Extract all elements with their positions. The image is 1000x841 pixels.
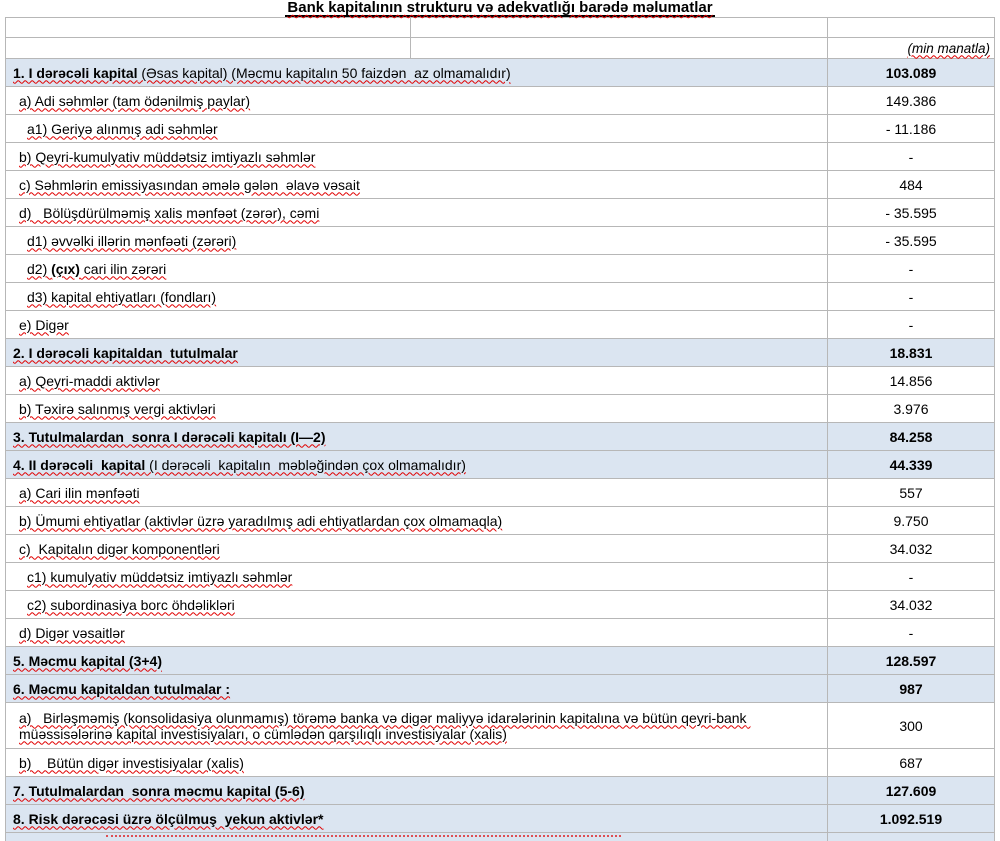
row-label: b) Bütün digər investisiyalar (xalis) — [19, 754, 244, 771]
row-label: c) Kapitalın digər komponentləri — [19, 540, 220, 557]
row-value: 687 — [827, 749, 994, 776]
header-note-row — [6, 38, 994, 59]
row-value: - 35.595 — [827, 227, 994, 254]
row-label: a) Adi səhmlər (tam ödənilmiş paylar) — [19, 92, 251, 109]
row-value: 18.831 — [827, 339, 994, 366]
row-label: d3) kapital ehtiyatları (fondları) — [27, 288, 217, 305]
table-row — [6, 703, 994, 749]
row-label: a) Cari ilin mənfəəti — [19, 484, 140, 501]
row-label: 6. Məcmu kapitaldan tutulmalar : — [13, 680, 231, 697]
header-empty-cell-2 — [410, 18, 827, 37]
row-value: - — [827, 283, 994, 310]
header-note-cell-3 — [827, 38, 994, 58]
report-title-row — [0, 0, 1000, 17]
table-row — [6, 647, 994, 675]
row-label: 7. Tutulmalardan sonra məcmu kapital (5-6) — [13, 782, 305, 799]
capital-table — [5, 17, 995, 841]
row-label: b) Təxirə salınmış vergi aktivləri — [19, 400, 216, 417]
table-row — [6, 507, 994, 535]
row-value: - — [827, 563, 994, 590]
row-value: - 11.186 — [827, 115, 994, 142]
table-row — [6, 115, 994, 143]
table-row — [6, 777, 994, 805]
row-label: a1) Geriyə alınmış adi səhmlər — [27, 120, 218, 137]
table-row — [6, 143, 994, 171]
cutoff-row-value — [827, 833, 994, 841]
header-note-cell-2 — [410, 38, 827, 58]
cutoff-row-label — [6, 833, 827, 841]
table-row — [6, 675, 994, 703]
row-label: c1) kumulyativ müddətsiz imtiyazlı səhmlər — [27, 568, 293, 585]
cutoff-row — [6, 833, 994, 841]
row-label: a) Qeyri-maddi aktivlər — [19, 372, 160, 389]
row-label: d) Bölüşdürülməmiş xalis mənfəət (zərər), cəmi — [19, 204, 320, 221]
row-label: c2) subordinasiya borc öhdəlikləri — [27, 596, 235, 613]
row-value: 3.976 — [827, 395, 994, 422]
row-label: e) Digər — [19, 316, 69, 333]
table-row — [6, 423, 994, 451]
row-value: 484 — [827, 171, 994, 198]
row-value: 1.092.519 — [827, 805, 994, 832]
row-label: c) Səhmlərin emissiyasından əmələ gələn əlavə vəsait — [19, 176, 360, 193]
table-row — [6, 451, 994, 479]
table-row — [6, 367, 994, 395]
row-value: 557 — [827, 479, 994, 506]
row-label: d2) (çıx) cari ilin zərəri — [27, 260, 167, 277]
table-row — [6, 171, 994, 199]
table-row — [6, 479, 994, 507]
row-label: 4. II dərəcəli kapital (I dərəcəli kapitalın məbləğindən çox olmamalıdır) — [13, 456, 466, 473]
table-row — [6, 563, 994, 591]
row-value: 103.089 — [827, 59, 994, 86]
row-value: 34.032 — [827, 591, 994, 618]
report-title-text: Bank kapitalının strukturu və adekvatlığı barədə məlumatlar — [287, 0, 713, 16]
row-value: 128.597 — [827, 647, 994, 674]
row-value: 987 — [827, 675, 994, 702]
table-row — [6, 283, 994, 311]
table-row — [6, 227, 994, 255]
table-row — [6, 339, 994, 367]
table-row — [6, 805, 994, 833]
report-title — [285, 0, 714, 17]
table-row — [6, 311, 994, 339]
table-row — [6, 199, 994, 227]
row-label: 5. Məcmu kapital (3+4) — [13, 652, 163, 669]
row-value: 14.856 — [827, 367, 994, 394]
row-value: - — [827, 311, 994, 338]
header-empty-row — [6, 18, 994, 38]
row-value: 44.339 — [827, 451, 994, 478]
table-row — [6, 255, 994, 283]
row-label: d) Digər vəsaitlər — [19, 624, 125, 641]
table-row — [6, 87, 994, 115]
row-value: - — [827, 143, 994, 170]
table-row — [6, 59, 994, 87]
row-label: 8. Risk dərəcəsi üzrə ölçülmuş yekun aktivlər* — [13, 810, 324, 827]
row-label: d1) əvvəlki illərin mənfəəti (zərəri) — [27, 232, 237, 249]
cutoff-squiggle — [106, 835, 621, 837]
table-row — [6, 395, 994, 423]
row-label: a) Birləşməmiş (konsolidasiya olunmamış) törəmə banka və digər maliyyə idarələrinin kapitalına və bütün qeyri-bank müəssisələrinə kapital investisiyaları, o cümlədən qarşılıqlı investisiyalar (xalis) — [19, 709, 751, 742]
table-row — [6, 749, 994, 777]
row-value: 149.386 — [827, 87, 994, 114]
row-label: b) Qeyri-kumulyativ müddətsiz imtiyazlı səhmlər — [19, 148, 316, 165]
row-value: - — [827, 619, 994, 646]
row-value: - — [827, 255, 994, 282]
row-value: 34.032 — [827, 535, 994, 562]
row-value: 127.609 — [827, 777, 994, 804]
row-label: 3. Tutulmalardan sonra I dərəcəli kapitalı (I—2) — [13, 428, 326, 445]
capital-table-body — [6, 59, 994, 833]
table-row — [6, 591, 994, 619]
row-value: - 35.595 — [827, 199, 994, 226]
unit-note: (min manatla) — [907, 40, 990, 56]
row-value: 300 — [827, 703, 994, 748]
table-row — [6, 535, 994, 563]
row-label: 2. I dərəcəli kapitaldan tutulmalar — [13, 344, 238, 361]
header-note-cell-1 — [6, 38, 410, 58]
row-value: 9.750 — [827, 507, 994, 534]
header-empty-cell-1 — [6, 18, 410, 37]
table-row — [6, 619, 994, 647]
row-value: 84.258 — [827, 423, 994, 450]
header-empty-cell-3 — [827, 18, 994, 37]
row-label: b) Ümumi ehtiyatlar (aktivlər üzrə yaradılmış adi ehtiyatlardan çox olmamaqla) — [19, 512, 503, 529]
row-label: 1. I dərəcəli kapital (Əsas kapital) (Məcmu kapitalın 50 faizdən az olmamalıdır) — [13, 64, 511, 81]
